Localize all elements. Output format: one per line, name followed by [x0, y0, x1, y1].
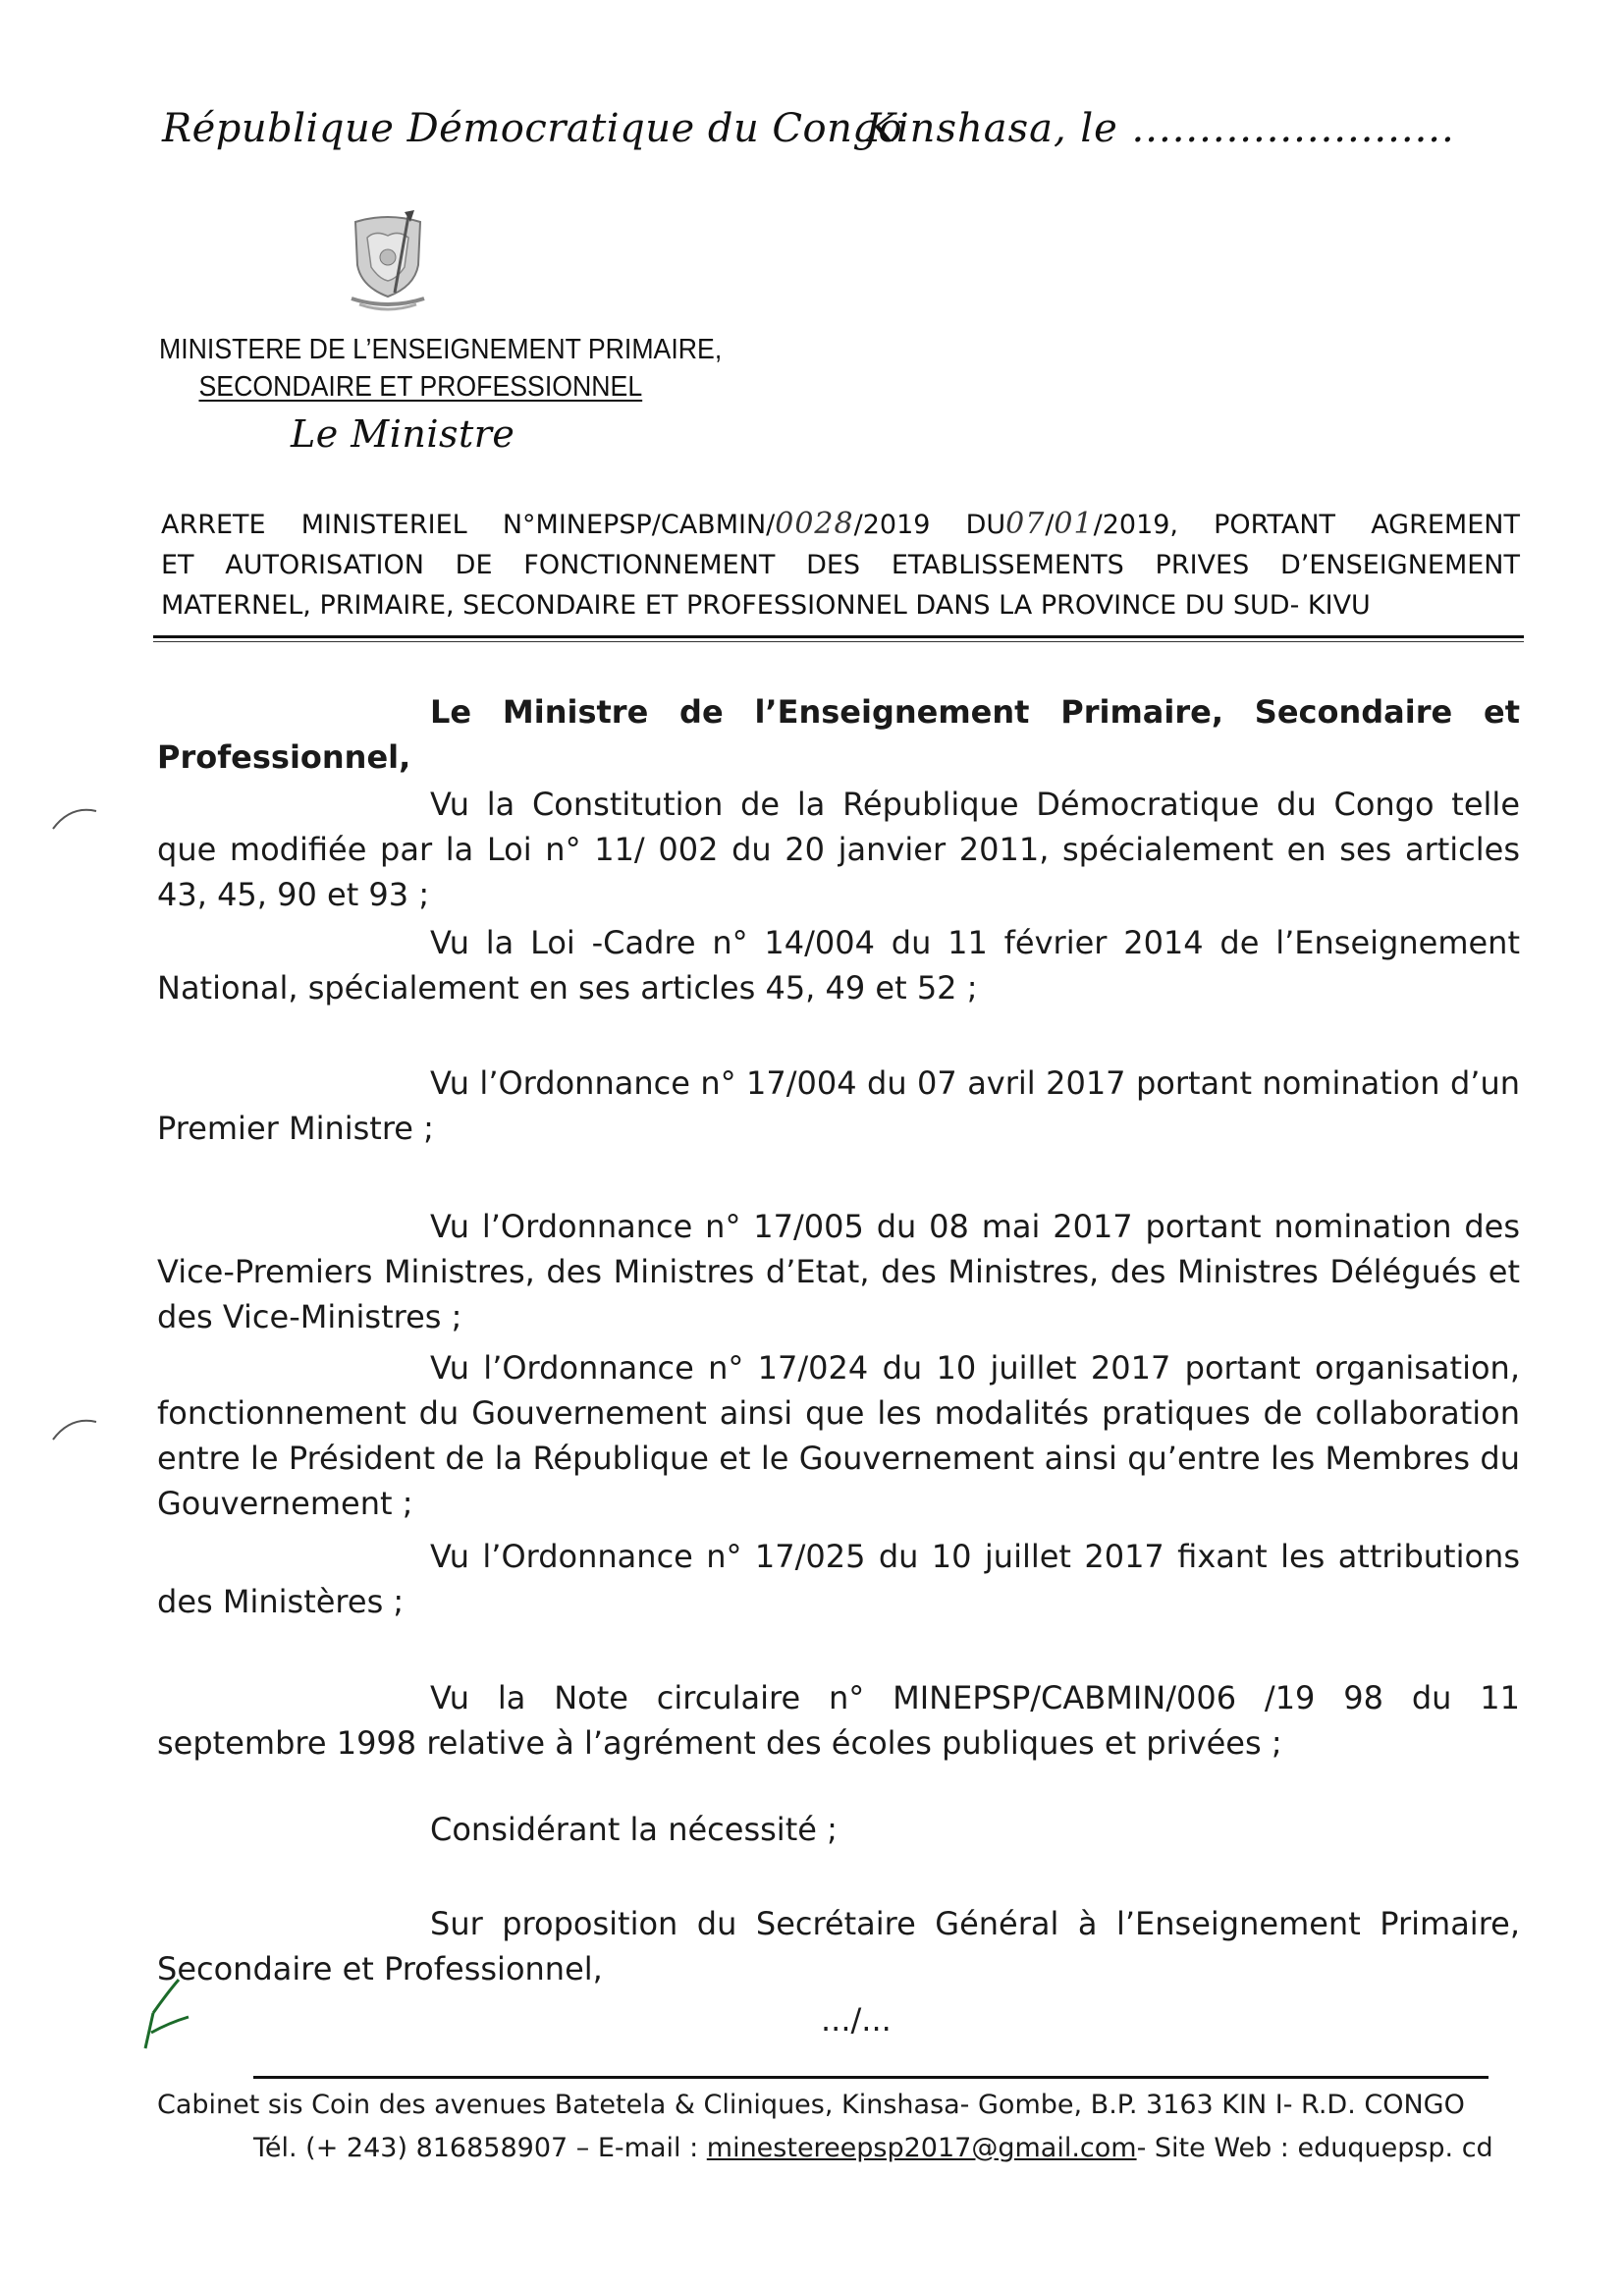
paragraph-considerant: Considérant la nécessité ;	[430, 1811, 838, 1848]
paragraph-ordonnance-attributions: Vu l’Ordonnance n° 17/025 du 10 juillet 2017 fixant les attributions des Ministères ;	[157, 1538, 1520, 1620]
place-date: Kinshasa, le ........................	[866, 106, 1455, 151]
title-rule	[153, 635, 1524, 638]
footer-contact	[253, 2133, 1493, 2163]
arrete-line-2: ET AUTORISATION DE FONCTIONNEMENT DES ETABLISSEMENTS PRIVES D’ENSEIGNEMENT	[161, 550, 1520, 580]
arrete-line-3: MATERNEL, PRIMAIRE, SECONDAIRE ET PROFESSIONNEL DANS LA PROVINCE DU SUD- KIVU	[161, 590, 1371, 621]
footer-phone: Tél. (+ 243) 816858907 – E-mail :	[253, 2133, 707, 2163]
paragraph-ordonnance-premier-ministre: Vu l’Ordonnance n° 17/004 du 07 avril 2017 portant nomination d’un Premier Ministre ;	[157, 1064, 1520, 1147]
paragraph-loi-cadre: Vu la Loi -Cadre n° 14/004 du 11 février 2014 de l’Enseignement National, spécialement en ses articles 45, 49 et 52 ;	[157, 924, 1520, 1007]
ministry-line-1: MINISTERE DE L’ENSEIGNEMENT PRIMAIRE,	[159, 334, 723, 365]
continuation-mark: .../...	[821, 2001, 892, 2039]
paragraph-ordonnance-ministres: Vu l’Ordonnance n° 17/005 du 08 mai 2017 portant nomination des Vice-Premiers Ministres, des Ministres d’Etat, des Ministres, des Ministres Délégués et des Vice-Ministres ;	[157, 1208, 1520, 1335]
footer-email-link[interactable]: minestereepsp2017@gmail.com	[706, 2133, 1137, 2163]
coat-of-arms-emblem	[346, 208, 430, 316]
arrete-title	[161, 504, 1520, 626]
handwritten-day: 07	[1005, 507, 1046, 541]
minister-title: Le Ministre	[291, 412, 515, 456]
paragraph-note-circulaire: Vu la Note circulaire n° MINEPSP/CABMIN/006 /19 98 du 11 septembre 1998 relative à l’agrément des écoles publiques et privées ;	[157, 1679, 1520, 1762]
handwritten-number: 0028	[775, 507, 854, 541]
footer-website: - Site Web : eduquepsp. cd	[1136, 2133, 1493, 2163]
punch-hole-mark	[51, 803, 100, 833]
minister-intro-line-1: Le Ministre de l’Enseignement Primaire, Secondaire et	[430, 693, 1520, 731]
initial-mark	[139, 1974, 198, 2052]
footer-rule	[253, 2076, 1489, 2079]
arrete-prefix: ARRETE MINISTERIEL N°MINEPSP/CABMIN/	[161, 510, 776, 540]
minister-intro	[157, 689, 1520, 780]
republic-heading: République Démocratique du Congo	[162, 106, 903, 151]
punch-hole-mark	[51, 1414, 100, 1443]
arrete-line-1: ARRETE MINISTERIEL N°MINEPSP/CABMIN/0028/2019 DU07/01/2019, PORTANT AGREMENT	[161, 507, 1520, 541]
minister-intro-line-2: Professionnel,	[157, 738, 411, 776]
ministry-name	[159, 331, 722, 406]
arrete-year-du: /2019 DU	[853, 510, 1006, 540]
paragraph-proposition: Sur proposition du Secrétaire Général à l’Enseignement Primaire, Secondaire et Professionnel,	[157, 1905, 1520, 1987]
paragraph-ordonnance-gouvernement: Vu l’Ordonnance n° 17/024 du 10 juillet 2017 portant organisation, fonctionnement du Gouvernement ainsi que les modalités pratiques de collaboration entre le Président de la République et le Gouvernement ainsi qu’entre les Membres du Gouvernement ;	[157, 1349, 1520, 1522]
handwritten-month: 01	[1054, 507, 1094, 541]
title-rule-thin	[153, 641, 1524, 642]
ministry-line-2: SECONDAIRE ET PROFESSIONNEL	[198, 371, 643, 403]
footer-address: Cabinet sis Coin des avenues Batetela & Cliniques, Kinshasa- Gombe, B.P. 3163 KIN I- R.D. CONGO	[157, 2090, 1465, 2120]
arrete-portant: /2019, PORTANT AGREMENT	[1093, 510, 1520, 540]
paragraph-constitution: Vu la Constitution de la République Démocratique du Congo telle que modifiée par la Loi n° 11/ 002 du 20 janvier 2011, spécialement en ses articles 43, 45, 90 et 93 ;	[157, 786, 1520, 913]
